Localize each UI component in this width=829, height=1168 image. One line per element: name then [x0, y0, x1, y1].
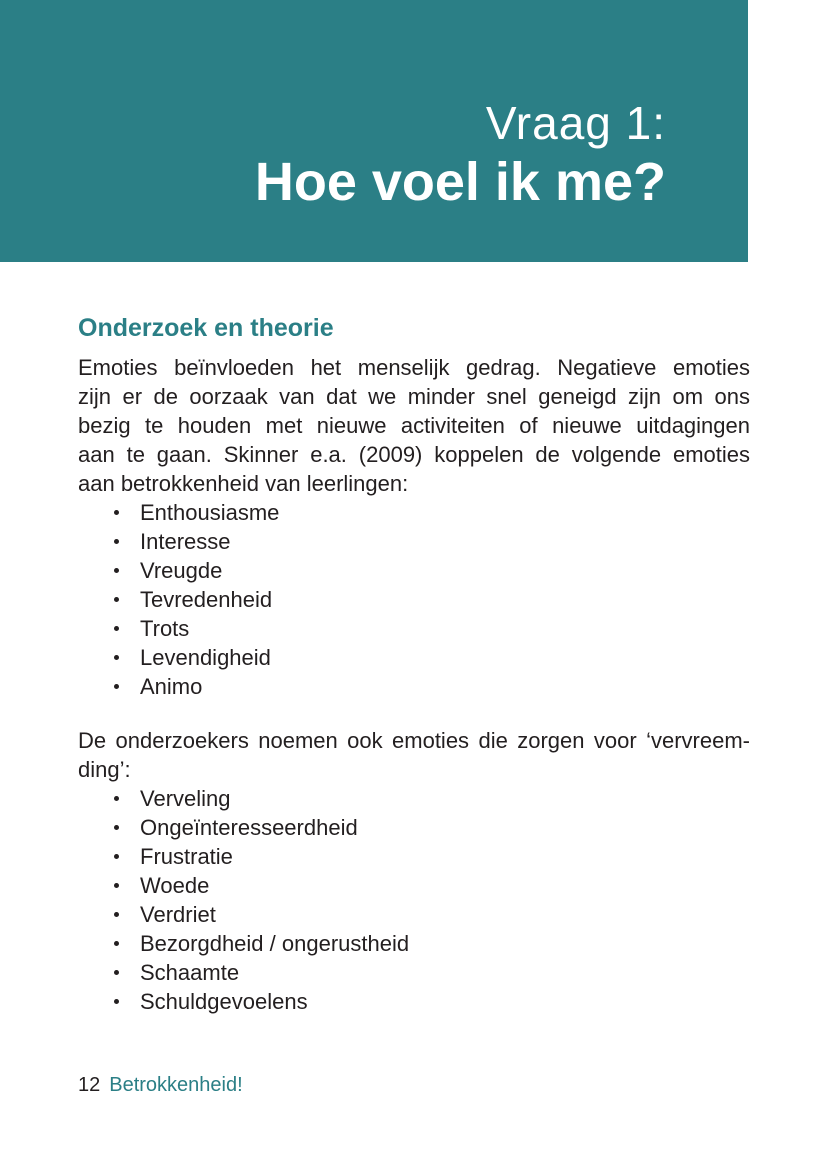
bullet-icon [114, 970, 119, 975]
alienation-emotions-list [78, 784, 750, 1016]
page-footer [78, 1072, 243, 1098]
list-item [78, 987, 750, 1016]
list-item-label: Verdriet [140, 902, 216, 927]
list-item [78, 585, 750, 614]
list-item [78, 958, 750, 987]
bullet-icon [114, 941, 119, 946]
list-item-label: Enthousiasme [140, 500, 280, 525]
bullet-icon [114, 883, 119, 888]
list-item [78, 900, 750, 929]
list-item [78, 871, 750, 900]
bullet-icon [114, 825, 119, 830]
paragraph-alienation [78, 726, 750, 784]
bullet-icon [114, 568, 119, 573]
list-item-label: Woede [140, 873, 210, 898]
paragraph-line: zijn er de oorzaak van dat we minder snel geneigd zijn om ons [78, 384, 750, 409]
bullet-icon [114, 597, 119, 602]
list-item [78, 929, 750, 958]
list-item-label: Schuldgevoelens [140, 989, 308, 1014]
list-item [78, 498, 750, 527]
list-item [78, 842, 750, 871]
list-item-label: Bezorgdheid / ongerustheid [140, 931, 410, 956]
list-item-label: Vreugde [140, 558, 223, 583]
book-title: Betrokkenheid! [109, 1074, 243, 1096]
list-item-label: Ongeïnteresseerdheid [140, 815, 358, 840]
list-item [78, 672, 750, 701]
paragraph-line: ding’: [78, 757, 131, 782]
paragraph-research [78, 353, 750, 498]
list-item-label: Trots [140, 616, 190, 641]
paragraph-line: bezig te houden met nieuwe activiteiten of nieuwe uitdagingen [78, 413, 750, 438]
bullet-icon [114, 796, 119, 801]
paragraph-line: De onderzoekers noemen ook emoties die zorgen voor ‘vervreem- [78, 728, 750, 753]
list-item-label: Animo [140, 674, 203, 699]
list-item [78, 614, 750, 643]
paragraph-line: aan te gaan. Skinner e.a. (2009) koppelen de volgende emoties [78, 442, 750, 467]
list-item-label: Levendigheid [140, 645, 271, 670]
engagement-emotions-list [78, 498, 750, 701]
list-item-label: Schaamte [140, 960, 240, 985]
list-item [78, 643, 750, 672]
chapter-title-line1: Vraag 1: [485, 97, 666, 149]
bullet-icon [114, 684, 119, 689]
bullet-icon [114, 655, 119, 660]
bullet-icon [114, 510, 119, 515]
bullet-icon [114, 999, 119, 1004]
bullet-icon [114, 626, 119, 631]
list-item-label: Verveling [140, 786, 231, 811]
page-content [78, 313, 750, 1016]
chapter-title-line2: Hoe voel ik me? [254, 152, 666, 212]
list-item [78, 813, 750, 842]
list-item-label: Tevredenheid [140, 587, 273, 612]
bullet-icon [114, 912, 119, 917]
paragraph-line: Emoties beïnvloeden het menselijk gedrag. Negatieve emoties [78, 355, 750, 380]
list-item-label: Interesse [140, 529, 231, 554]
chapter-header [0, 0, 748, 262]
section-heading: Onderzoek en theorie [78, 314, 334, 342]
list-item [78, 556, 750, 585]
bullet-icon [114, 854, 119, 859]
list-item [78, 527, 750, 556]
paragraph-line: aan betrokkenheid van leerlingen: [78, 471, 409, 496]
list-item-label: Frustratie [140, 844, 233, 869]
page-number: 12 [78, 1074, 101, 1096]
bullet-icon [114, 539, 119, 544]
list-item [78, 784, 750, 813]
